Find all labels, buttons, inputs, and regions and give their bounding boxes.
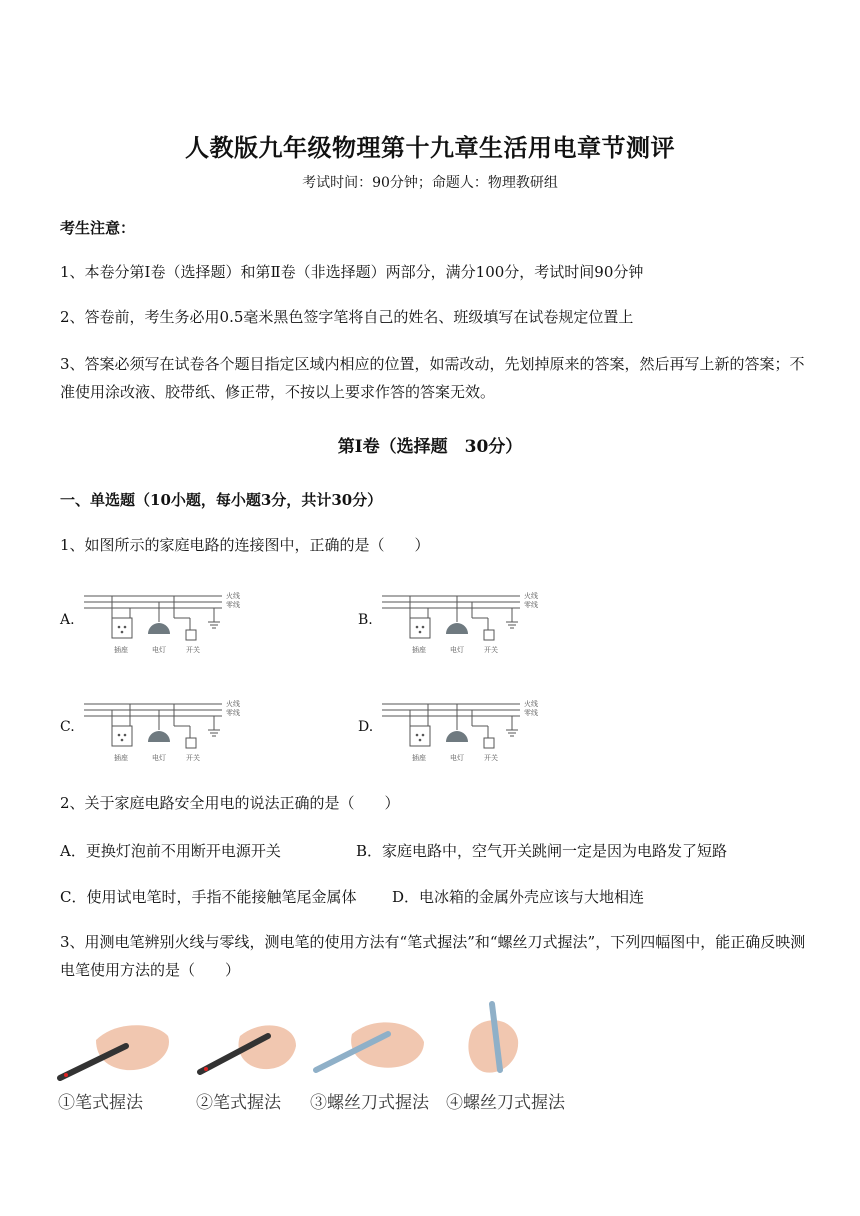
q3-caption-4: ④螺丝刀式握法 — [446, 1093, 565, 1113]
part-title: 一、单选题（10小题，每小题3分，共计30分） — [60, 491, 383, 509]
lamp-label: 电灯 — [450, 754, 464, 762]
live-wire-label: 火线 — [524, 592, 538, 600]
switch-label: 开关 — [484, 646, 498, 654]
q1-circuit-d — [380, 696, 550, 768]
q1-circuit-b — [380, 588, 550, 660]
notice-item-3: 3、答案必须写在试卷各个题目指定区域内相应的位置，如需改动，先划掉原来的答案，然后再写上新的答案；不准使用涂改液、胶带纸、修正带，不按以上要求作答的答案无效。 — [60, 355, 805, 401]
neutral-wire-label: 零线 — [226, 601, 240, 609]
q3-pen-photos — [56, 1000, 586, 1090]
socket-label: 插座 — [114, 754, 128, 762]
q1-option-d-label: D. — [358, 719, 374, 735]
switch-label: 开关 — [484, 754, 498, 762]
q1-option-b-label: B. — [358, 612, 373, 628]
exam-subtitle: 考试时间：90分钟；命题人：物理教研组 — [302, 175, 558, 191]
notice-heading: 考生注意： — [60, 219, 136, 237]
q1-option-c-label: C. — [60, 719, 75, 735]
neutral-wire-label: 零线 — [524, 601, 538, 609]
lamp-label: 电灯 — [152, 754, 166, 762]
notice-item-2: 2、答卷前，考生务必用0.5毫米黑色签字笔将自己的姓名、班级填写在试卷规定位置上 — [60, 308, 634, 326]
q1-option-a-label: A. — [60, 612, 75, 628]
q3-stem: 3、用测电笔辨别火线与零线，测电笔的使用方法有“笔式握法”和“螺丝刀式握法”，下列四幅图中，能正确反映测电笔使用方法的是（ ） — [60, 933, 806, 979]
section-title: 第Ⅰ卷（选择题 30分） — [337, 437, 523, 457]
neutral-wire-label: 零线 — [226, 709, 240, 717]
live-wire-label: 火线 — [226, 700, 240, 708]
notice-item-1: 1、本卷分第Ⅰ卷（选择题）和第Ⅱ卷（非选择题）两部分，满分100分，考试时间90分钟 — [60, 263, 644, 281]
pen-grip-photo-1 — [60, 1025, 169, 1078]
q2-stem: 2、关于家庭电路安全用电的说法正确的是（ ） — [60, 794, 400, 812]
q2-option-c: C．使用试电笔时，手指不能接触笔尾金属体 — [60, 888, 357, 906]
lamp-label: 电灯 — [450, 646, 464, 654]
live-wire-label: 火线 — [226, 592, 240, 600]
switch-label: 开关 — [186, 754, 200, 762]
q1-circuit-c — [82, 696, 252, 768]
q2-option-d: D．电冰箱的金属外壳应该与大地相连 — [392, 888, 645, 906]
q1-circuit-a — [82, 588, 252, 660]
q1-stem: 1、如图所示的家庭电路的连接图中，正确的是（ ） — [60, 536, 430, 554]
socket-label: 插座 — [412, 646, 426, 654]
exam-title: 人教版九年级物理第十九章生活用电章节测评 — [185, 133, 675, 162]
socket-label: 插座 — [114, 646, 128, 654]
switch-label: 开关 — [186, 646, 200, 654]
pen-grip-photo-2 — [200, 1025, 296, 1072]
q3-caption-2: ②笔式握法 — [196, 1093, 281, 1113]
q3-caption-1: ①笔式握法 — [58, 1093, 143, 1113]
q2-option-a: A．更换灯泡前不用断开电源开关 — [60, 842, 281, 860]
lamp-label: 电灯 — [152, 646, 166, 654]
neutral-wire-label: 零线 — [524, 709, 538, 717]
pen-grip-photo-4 — [468, 1004, 518, 1073]
socket-label: 插座 — [412, 754, 426, 762]
q2-option-b: B．家庭电路中，空气开关跳闸一定是因为电路发了短路 — [356, 842, 728, 860]
pen-grip-photo-3 — [316, 1022, 424, 1070]
live-wire-label: 火线 — [524, 700, 538, 708]
q3-caption-3: ③螺丝刀式握法 — [310, 1093, 429, 1113]
